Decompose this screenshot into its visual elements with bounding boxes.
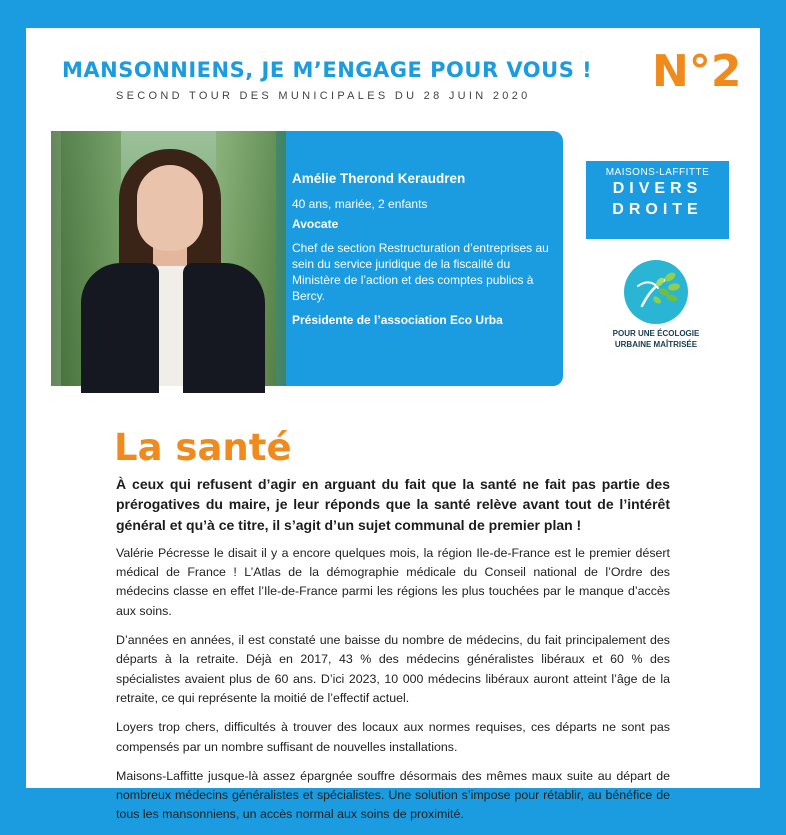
- candidate-name: Amélie Therond Keraudren: [292, 171, 466, 186]
- article-paragraph: D’années en années, il est constaté une baisse du nombre de médecins, du fait principalement des départs à la retraite. Déjà en 2017, 43 % des médecins généralistes libéraux et 60 % des spécialistes avaient plus de 60 ans. D’ici 2023, 10 000 médecins libéraux auront atteint l’âge de la retraite, ce qui représente la moitié de l’effectif actuel.: [116, 633, 670, 705]
- article-paragraph: Maisons-Laffitte jusque-là assez épargnée souffre désormais des mêmes maux suite au départ de nombreux médecins généralistes et spécialistes. Une solution s’impose pour rétablir, au bénéfice de tous les mansonniens, un accès normal aux soins de proximité.: [116, 768, 670, 822]
- election-subtitle: SECOND TOUR DES MUNICIPALES DU 28 JUIN 2020: [116, 90, 531, 102]
- issue-number: N°2: [652, 46, 742, 97]
- candidate-details: 40 ans, mariée, 2 enfants: [292, 197, 428, 211]
- candidate-role-description: Chef de section Restructuration d’entreprises au sein du service juridique de la fiscalité du Ministère de l’action et des comptes publics à Bercy.: [292, 241, 549, 303]
- article-body: [116, 474, 670, 835]
- badge-city: MAISONS-LAFFITTE: [605, 167, 710, 178]
- candidate-association: Présidente de l’association Eco Urba: [292, 313, 503, 327]
- article-paragraph: Loyers trop chers, difficultés à trouver des locaux aux normes requises, ces départs ne sont pas compensés par un nombre suffisant de nouvelles installations.: [116, 720, 670, 754]
- eco-caption-line1: POUR UNE ÉCOLOGIE: [612, 329, 700, 338]
- article-lead: À ceux qui refusent d’agir en arguant du fait que la santé ne fait pas partie des prérogatives du maire, je leur réponds que la santé relève avant tout de l’intérêt général et qu’à ce titre, il s’agit d’un sujet communal de premier plan !: [116, 476, 670, 533]
- candidate-photo: [61, 131, 276, 386]
- candidate-profession: Avocate: [292, 217, 339, 231]
- candidate-profile-card: [61, 131, 563, 386]
- candidate-bio: [292, 171, 554, 328]
- eco-logo-caption: [600, 328, 712, 350]
- article-title: La santé: [114, 426, 292, 469]
- badge-label-line2: DROITE: [612, 201, 703, 218]
- newsletter-title: MANSONNIENS, JE M’ENGAGE POUR VOUS !: [62, 58, 593, 82]
- newsletter-page: [26, 28, 760, 822]
- article-paragraph: Valérie Pécresse le disait il y a encore quelques mois, la région Ile-de-France est le premier désert médical de France ! L’Atlas de la démographie médicale du Conseil national de l’Ordre des médecins classe en effet l’Ile-de-France parmi les régions les plus touchées par le manque d’accès aux soins.: [116, 545, 670, 618]
- eco-caption-line2: URBAINE MAÎTRISÉE: [614, 340, 698, 349]
- badge-label-line1: DIVERS: [612, 180, 703, 197]
- political-affiliation-badge: [586, 161, 729, 239]
- eco-urba-logo-icon: [624, 260, 688, 324]
